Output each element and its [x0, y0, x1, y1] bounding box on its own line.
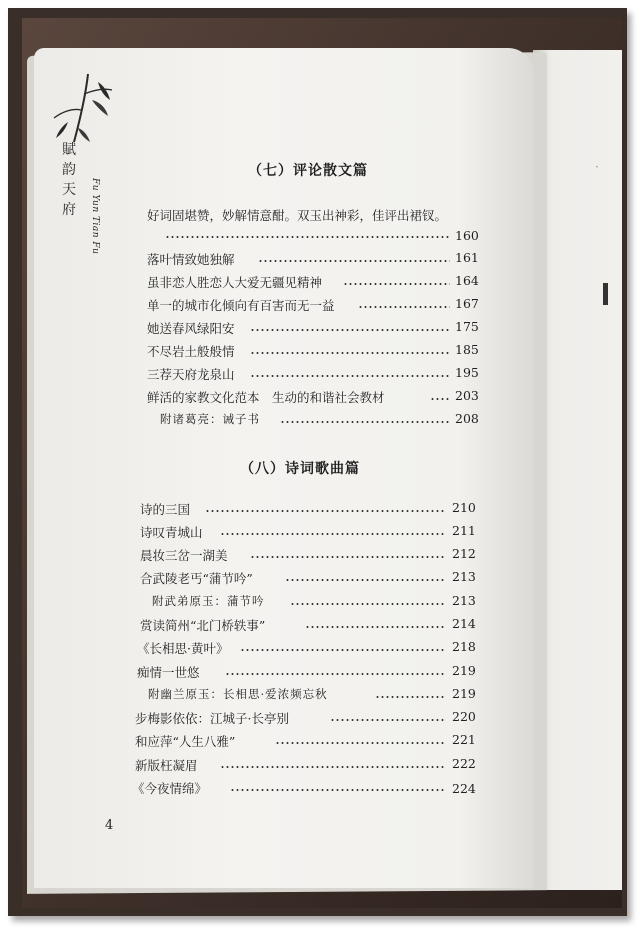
toc-entry: 虽非恋人胜恋人大爱无疆见精神 — [147, 275, 323, 290]
page-ref: 213 — [452, 593, 476, 608]
toc-entry: 合武陵老丐“蒲节吟” — [140, 571, 253, 586]
page-ref: 208 — [455, 411, 479, 426]
page-ref: 160 — [455, 228, 479, 243]
toc-entry: 《今夜情绵》 — [132, 781, 208, 796]
page-ref: 224 — [452, 781, 476, 796]
page-ref: 222 — [452, 756, 476, 771]
page-ref: 210 — [452, 500, 476, 515]
running-title-char: 韵 — [62, 162, 76, 178]
page-ref: 211 — [452, 523, 476, 538]
toc-entry: 晨妆三岔一湖美 — [140, 548, 228, 563]
toc-entry: 她送春风绿阳安 — [147, 321, 235, 336]
leader-dots — [285, 579, 445, 581]
leader-dots — [430, 398, 450, 400]
leader-dots — [305, 626, 445, 628]
toc-entry: 诗的三国 — [140, 502, 191, 517]
page-ref: 214 — [452, 616, 476, 631]
page-ref: 219 — [452, 663, 476, 678]
leader-dots — [205, 510, 445, 512]
leader-dots — [220, 533, 445, 535]
leader-dots — [165, 236, 450, 238]
page-ref: 218 — [452, 639, 476, 654]
page-ref: 221 — [452, 732, 476, 747]
toc-entry: 三荐天府龙泉山 — [147, 367, 235, 382]
toc-entry: 鲜活的家教文化范本 生动的和谐社会教材 — [147, 390, 385, 405]
leader-dots — [230, 789, 445, 791]
page-ref: 164 — [455, 273, 479, 288]
toc-entry: 单一的城市化倾向有百害而无一益 — [147, 298, 335, 313]
page-ref: 219 — [452, 686, 476, 701]
right-page-mark — [603, 283, 608, 305]
page-ref: 220 — [452, 709, 476, 724]
toc-entry-appendix: 附武弟原玉：蒲节吟 — [152, 594, 265, 608]
page-ref: 195 — [455, 365, 479, 380]
page-ref: 213 — [452, 569, 476, 584]
leader-dots — [330, 719, 445, 721]
page-ref: 161 — [455, 250, 479, 265]
page-ref: 167 — [455, 296, 479, 311]
leader-dots — [258, 260, 450, 262]
bamboo-illustration — [48, 72, 118, 152]
toc-entry: 步梅影依依：江城子·长亭别 — [135, 711, 289, 726]
leader-dots — [280, 421, 450, 423]
toc-entry: 好词固堪赞，妙解情意酣。双玉出神彩，佳评出裙钗。 — [147, 208, 448, 223]
leader-dots — [275, 742, 445, 744]
leader-dots — [290, 603, 445, 605]
toc-entry: 落叶情致她独解 — [147, 252, 235, 267]
running-title-char: 府 — [62, 202, 76, 218]
toc-entry: 《长相思·黄叶》 — [137, 641, 229, 656]
toc-entry: 和应萍“人生八雅” — [135, 734, 236, 749]
section-title: （八）诗词歌曲篇 — [240, 461, 360, 477]
running-title-cn — [62, 140, 80, 220]
leader-dots — [358, 306, 450, 308]
toc-entry: 新版枉凝眉 — [135, 758, 198, 773]
running-title-char: 天 — [62, 182, 76, 198]
leader-dots — [250, 352, 450, 354]
page-number: 4 — [105, 818, 114, 833]
leader-dots — [225, 673, 445, 675]
page-ref: 175 — [455, 319, 479, 334]
leader-dots — [250, 375, 450, 377]
leader-dots — [375, 696, 445, 698]
leader-dots — [250, 329, 450, 331]
leader-dots — [343, 283, 450, 285]
running-title-char: 賦 — [62, 142, 76, 158]
toc-entry: 痴情一世悠 — [137, 665, 200, 680]
page-ref: 212 — [452, 546, 476, 561]
page-ref: 203 — [455, 388, 479, 403]
toc-entry: 赏读简州“北门桥轶事” — [140, 618, 266, 633]
running-title-en: Fu Yun Tian Fu — [90, 178, 100, 255]
toc-entry: 诗叹青城山 — [140, 525, 203, 540]
toc-entry-appendix: 附幽兰原玉：长相思·爱浓频忘秋 — [148, 687, 328, 701]
toc-entry: 不尽岩土般般情 — [147, 344, 235, 359]
page-ref: 185 — [455, 342, 479, 357]
leader-dots — [220, 766, 445, 768]
section-title: （七）评论散文篇 — [248, 163, 368, 179]
leader-dots — [250, 556, 445, 558]
right-page-text: · — [595, 160, 599, 174]
leader-dots — [240, 649, 445, 651]
toc-entry-appendix: 附诸葛亮：诫子书 — [160, 412, 260, 426]
